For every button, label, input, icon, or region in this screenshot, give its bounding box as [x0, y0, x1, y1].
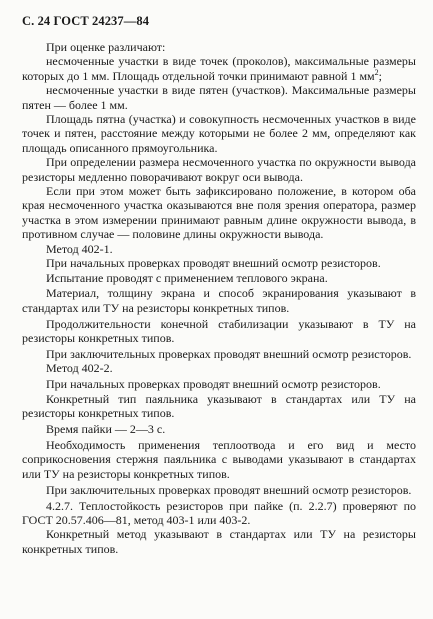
page-header: С. 24 ГОСТ 24237—84	[22, 14, 150, 28]
paragraph-14: При начальных проверках проводят внешний осмотр резисторов.	[46, 377, 381, 392]
paragraph-2	[22, 54, 416, 83]
paragraph-2-tail: ;	[378, 68, 382, 83]
paragraph-15: Конкретный тип паяльника указывают в стандартах или ТУ на резисторы конкретных типов.	[22, 391, 416, 421]
paragraph-2-text: несмоченные участки в виде точек (проколов), максимальные размеры которых до 1 мм. Площадь отдельной точки принимают равной 1 мм	[22, 54, 416, 83]
paragraph-8: При начальных проверках проводят внешний осмотр резисторов.	[46, 256, 381, 271]
document-body	[22, 40, 416, 556]
paragraph-3: несмоченные участки в виде пятен (участков). Максимальные размеры пятен — более 1 мм.	[22, 83, 416, 112]
clause-4-2-7: 4.2.7. Теплостойкость резисторов при пайке (п. 2.2.7) проверяют по ГОСТ 20.57.406—81, метод 403-1 или 403-2.	[22, 498, 416, 527]
method-402-1-heading: Метод 402-1.	[46, 241, 113, 256]
paragraph-1: При оценке различают:	[46, 40, 166, 54]
paragraph-12: При заключительных проверках проводят внешний осмотр резисторов.	[46, 347, 412, 362]
paragraph-16: Время пайки — 2—3 с.	[46, 422, 166, 437]
paragraph-11: Продолжительности конечной стабилизации указывают в ТУ на резисторы конкретных типов.	[22, 316, 416, 346]
paragraph-20: Конкретный метод указывают в стандартах или ТУ на резисторы конкретных типов.	[22, 527, 416, 556]
paragraph-6: Если при этом может быть зафиксировано положение, в котором оба края несмоченного участка оказываются вне поля зрения оператора, размер участка в этом измерении принимают равным длине окружности вывода, в противном случае — половине длины окружности вывода.	[22, 184, 416, 242]
method-402-2-heading: Метод 402-2.	[46, 361, 113, 376]
paragraph-4: Площадь пятна (участка) и совокупность несмоченных участков в виде точек и пятен, расстояние между которыми не более 2 мм, определяют как площадь описанного прямоугольника.	[22, 112, 416, 155]
superscript-2: 2	[374, 67, 379, 77]
paragraph-5: При определении размера несмоченного участка по окружности вывода резисторы медленно поворачивают вокруг оси вывода.	[22, 155, 416, 184]
paragraph-9: Испытание проводят с применением теплового экрана.	[46, 270, 328, 285]
paragraph-17: Необходимость применения теплоотвода и его вид и место соприкосновения стержня паяльника с выводами указывают в стандартах или ТУ на резисторы конкретных типов.	[22, 437, 416, 481]
paragraph-18: При заключительных проверках проводят внешний осмотр резисторов.	[46, 482, 412, 497]
paragraph-10: Материал, толщину экрана и способ экранирования указывают в стандартах или ТУ на резисторы конкретных типов.	[22, 286, 416, 315]
